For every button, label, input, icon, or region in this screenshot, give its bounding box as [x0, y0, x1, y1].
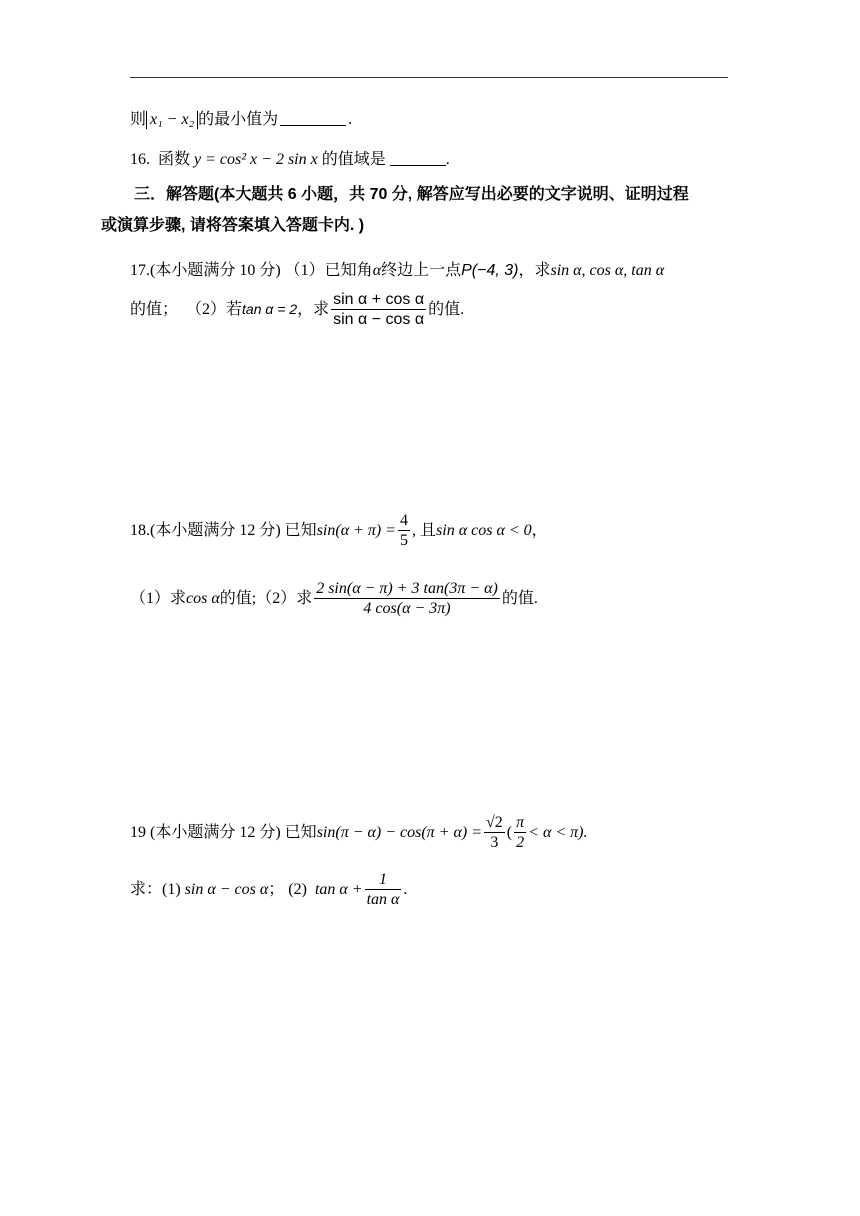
cos-alpha: cos α [186, 590, 220, 608]
q18-lhs: sin(α + π) = [316, 522, 397, 540]
question-19-line1 [130, 814, 587, 853]
q17-text-f: ，求 [297, 301, 330, 319]
q15-prefix: 则 [130, 111, 147, 128]
q17-score: (本小题满分 10 分) [150, 262, 281, 279]
fraction-numerator: π [516, 814, 525, 831]
q16-formula: y = cos² x − 2 sin x [194, 151, 318, 168]
fraction-numerator: sin α + cos α [333, 291, 425, 308]
q17-text-c: ，求 [518, 262, 551, 279]
q17-number: 17. [130, 262, 150, 279]
q19-fraction [484, 814, 505, 853]
q19-text-b: 求：(1) [130, 881, 181, 899]
q17-text-e: （2）若 [186, 301, 243, 319]
fraction-denominator: 3 [490, 834, 499, 851]
q19-expr2: tan α + [314, 881, 363, 899]
q19-end: . [403, 881, 408, 899]
fraction-denominator: 4 cos(α − 3π) [363, 600, 451, 617]
q18-fraction-2 [314, 580, 500, 619]
trig-functions: sin α, cos α, tan α [550, 262, 665, 279]
q18-number: 18. [130, 522, 150, 540]
fraction-numerator: 1 [365, 871, 402, 890]
q17-text-b: 终边上一点 [381, 262, 462, 279]
q19-text-c: ； (2) [268, 881, 307, 899]
q19-number: 19 [130, 824, 146, 842]
q19-range: < α < π). [528, 824, 588, 842]
q18-text-c: 的值;（2）求 [219, 590, 313, 608]
q18-mid: , 且 [412, 522, 437, 540]
q18-fraction [398, 512, 410, 551]
q18-end: ， [531, 522, 548, 540]
q16-number: 16. [130, 151, 150, 168]
abs-expression: x₁ − x₂ [146, 111, 198, 129]
q18-text-d: 的值. [501, 590, 538, 608]
q18-score: (本小题满分 12 分) [150, 522, 281, 540]
fraction-denominator: tan α [366, 891, 400, 908]
q17-text: （1）已知角 [284, 262, 373, 279]
q18-text-b: （1）求 [130, 590, 187, 608]
answer-blank [390, 164, 446, 166]
question-18-line1 [130, 512, 548, 551]
q19-range-fraction [514, 814, 526, 853]
q15-end: . [348, 111, 353, 128]
fraction-numerator: 4 [400, 512, 409, 529]
paren-open: ( [506, 824, 513, 842]
question-17-line2 [130, 291, 464, 330]
q17-text-g: 的值. [428, 301, 465, 319]
section-heading-line1: 三．解答题(本大题共 6 小题，共 70 分, 解答应写出必要的文字说明、证明过程 [134, 186, 689, 203]
answer-blank [280, 124, 346, 126]
question-16 [130, 146, 450, 169]
alpha-symbol: α [372, 262, 382, 279]
q18-text: 已知 [284, 522, 317, 540]
q16-end: . [445, 151, 450, 168]
header-rule [130, 77, 728, 78]
point-coordinate: P(−4, 3) [461, 262, 519, 279]
fraction-numerator: 2 sin(α − π) + 3 tan(3π − α) [316, 580, 498, 597]
q18-inequality: sin α cos α < 0 [436, 522, 532, 540]
q15-tail [130, 106, 352, 129]
fraction-denominator: sin α − cos α [333, 311, 425, 328]
q19-fraction-2 [365, 871, 402, 910]
q16-text: 函数 [158, 151, 191, 168]
question-17-line1 [130, 257, 664, 280]
fraction-numerator: √2 [486, 814, 503, 831]
q19-score: (本小题满分 12 分) [150, 824, 281, 842]
question-19-line2 [130, 871, 407, 910]
q17-fraction [331, 291, 426, 330]
question-18-line2 [130, 580, 538, 619]
q16-text2: 的值域是 [321, 151, 386, 168]
tan-condition: tan α = 2 [242, 301, 298, 318]
q19-text: 已知 [284, 824, 317, 842]
fraction-denominator: 5 [400, 532, 409, 549]
section-heading-line2: 或演算步骤, 请将答案填入答题卡内. ) [101, 217, 365, 234]
q15-suffix: 的最小值为 [198, 111, 279, 128]
q19-expr1: sin α − cos α [184, 881, 269, 899]
q17-text-d: 的值； [130, 301, 179, 319]
q19-lhs: sin(π − α) − cos(π + α) = [316, 824, 483, 842]
fraction-denominator: 2 [516, 834, 525, 851]
